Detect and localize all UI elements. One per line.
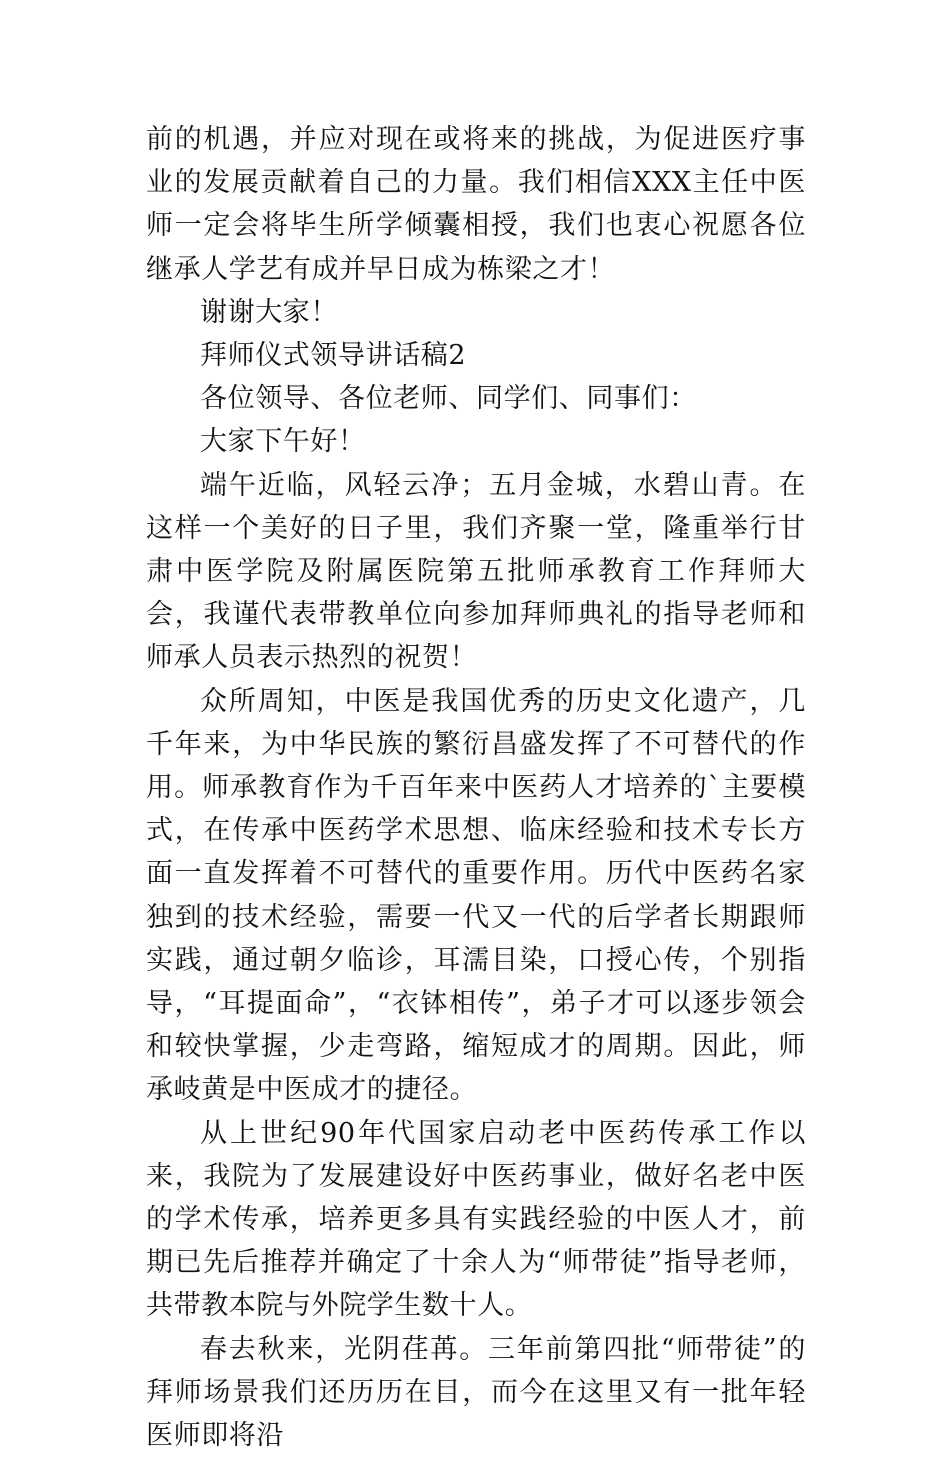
paragraph-seasons: 春去秋来，光阴荏苒。三年前第四批“师带徒”的拜师场景我们还历历在目，而今在这里又有一批年轻医师即将沿 <box>146 1333 806 1452</box>
paragraph-opening: 端午近临，风轻云净；五月金城，水碧山青。在这样一个美好的日子里，我们齐聚一堂，隆重举行甘肃中医学院及附属医院第五批师承教育工作拜师大会，我谨代表带教单位向参加拜师典礼的指导老师和师承人员表示热烈的祝贺！ <box>146 469 806 674</box>
paragraph-tcm-heritage: 众所周知，中医是我国优秀的历史文化遗产，几千年来，为中华民族的繁衍昌盛发挥了不可替代的作用。师承教育作为千百年来中医药人才培养的`主要模式，在传承中医药学术思想、临床经验和技术专长方面一直发挥着不可替代的重要作用。历代中医药名家独到的技术经验，需要一代又一代的后学者长期跟师实践，通过朝夕临诊，耳濡目染，口授心传，个别指导，“耳提面命”，“衣钵相传”，弟子才可以逐步领会和较快掌握，少走弯路，缩短成才的周期。因此，师承岐黄是中医成才的捷径。 <box>146 685 806 1106</box>
section-title: 拜师仪式领导讲话稿2 <box>200 340 467 372</box>
paragraph-continuation: 前的机遇，并应对现在或将来的挑战，为促进医疗事业的发展贡献着自己的力量。我们相信XXX主任中医师一定会将毕生所学倾囊相授，我们也衷心祝愿各位继承人学艺有成并早日成为栋梁之才！ <box>146 124 806 285</box>
document-body <box>146 118 806 1457</box>
paragraph-history: 从上世纪90年代国家启动老中医药传承工作以来，我院为了发展建设好中医药事业，做好名老中医的学术传承，培养更多具有实践经验的中医人才，前期已先后推荐并确定了十余人为“师带徒”指导老师，共带教本院与外院学生数十人。 <box>146 1117 806 1322</box>
paragraph-salutation: 各位领导、各位老师、同学们、同事们： <box>200 383 697 415</box>
paragraph-greeting: 大家下午好！ <box>200 426 366 458</box>
paragraph-thanks: 谢谢大家！ <box>200 296 338 328</box>
